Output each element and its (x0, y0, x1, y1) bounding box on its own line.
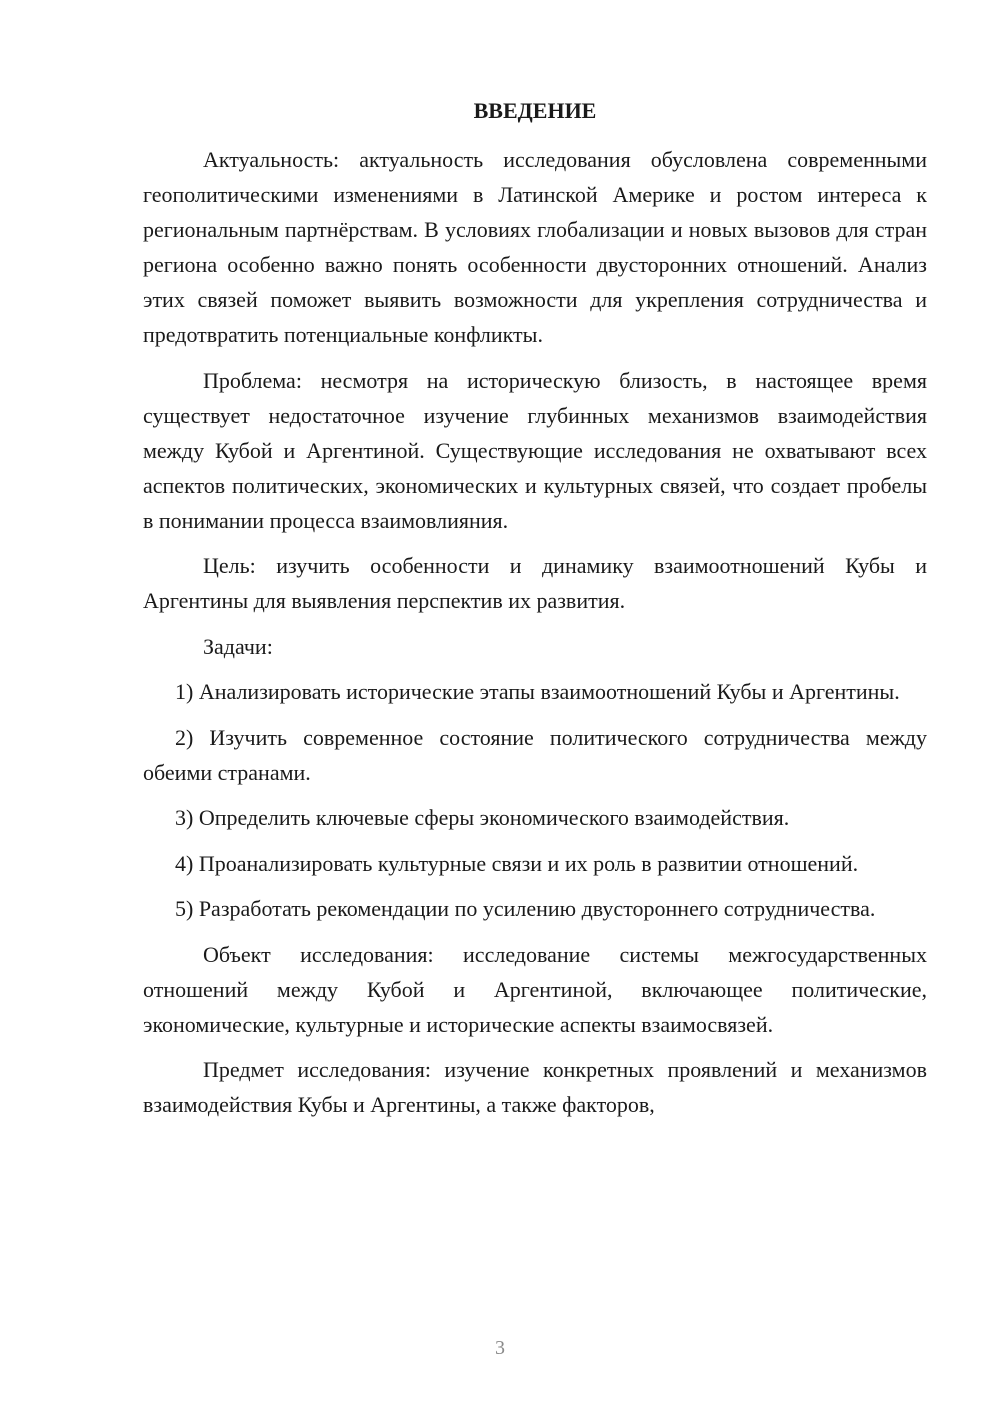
document-body (143, 142, 927, 1122)
tasks-heading: Задачи: (203, 633, 273, 659)
task-item-4: 4) Проанализировать культурные связи и их роль в развитии отношений. (175, 850, 859, 876)
task-item-1: 1) Анализировать исторические этапы взаимоотношений Кубы и Аргентины. (175, 679, 900, 704)
page-number: 3 (495, 1337, 505, 1359)
task-item-2: 2) Изучить современное состояние политического сотрудничества между обеими странами. (143, 724, 927, 785)
paragraph-object: Объект исследования: исследование системы межгосударственных отношений между Кубой и Аргентиной, включающее политические, экономические, культурные и исторические аспекты взаимосвязей. (143, 941, 927, 1037)
task-item-3: 3) Определить ключевые сферы экономического взаимодействия. (175, 805, 790, 830)
paragraph-relevance: Актуальность: актуальность исследования обусловлена современными геополитическими изменениями в Латинской Америке и ростом интереса к региональным партнёрствам. В условиях глобализации и новых вызовов для стран региона особенно важно понять особенности двусторонних отношений. Анализ этих связей поможет выявить возможности для укрепления сотрудничества и предотвратить потенциальные конфликты. (143, 147, 927, 347)
task-item-5: 5) Разработать рекомендации по усилению двустороннего сотрудничества. (175, 896, 876, 921)
paragraph-subject: Предмет исследования: изучение конкретных проявлений и механизмов взаимодействия Кубы и Аргентины, а также факторов, (143, 1057, 927, 1117)
paragraph-problem: Проблема: несмотря на историческую близость, в настоящее время существует недостаточное изучение глубинных механизмов взаимодействия между Кубой и Аргентиной. Существующие исследования не охватывают всех аспектов политических, экономических и культурных связей, что создает пробелы в понимании процесса взаимовлияния. (143, 367, 927, 533)
paragraph-goal: Цель: изучить особенности и динамику взаимоотношений Кубы и Аргентины для выявления перспектив их развития. (143, 553, 927, 613)
section-title: ВВЕДЕНИЕ (473, 98, 597, 123)
